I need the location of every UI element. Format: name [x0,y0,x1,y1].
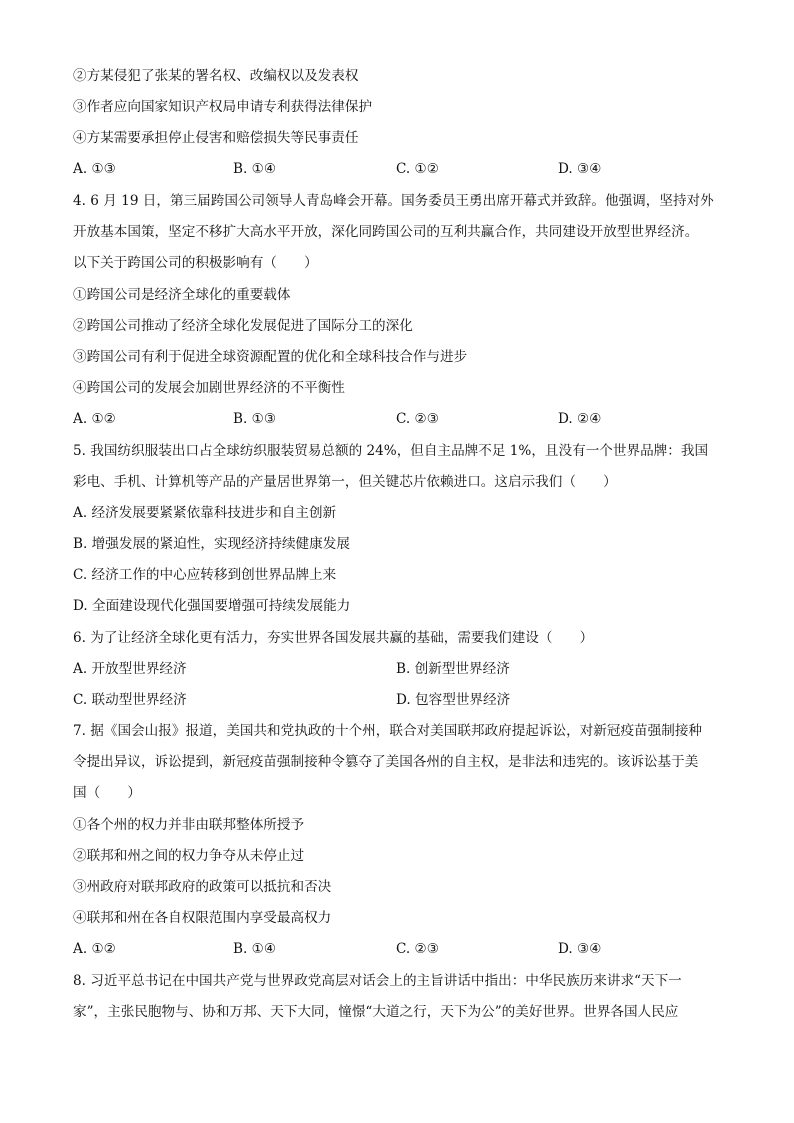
q3-item-2: ②方某侵犯了张某的署名权、改编权以及发表权 [73,68,359,84]
q7-item-2: ②联邦和州之间的权力争夺从未停止过 [73,848,305,864]
q4-item-1: ①跨国公司是经济全球化的重要载体 [73,287,291,303]
q5-option-a: A. 经济发展要紧紧依靠科技进步和自主创新 [73,505,337,521]
q7-item-3: ③州政府对联邦政府的政策可以抵抗和否决 [73,879,332,895]
q6-option-a: A. 开放型世界经济 [73,661,187,677]
q7-stem-line-2: 令提出异议，诉讼提到，新冠疫苗强制接种令篡夺了美国各州的自主权，是非法和违宪的。该诉讼基于美 [73,754,699,770]
q7-item-4: ④联邦和州在各自权限范围内享受最高权力 [73,910,332,926]
q5-stem-line-2: 彩电、手机、计算机等产品的产量居世界第一，但关键芯片依赖进口。这启示我们（ ） [73,474,617,490]
q5-option-d: D. 全面建设现代化强国要增强可持续发展能力 [73,598,351,614]
q4-stem-line-3: 以下关于跨国公司的积极影响有（ ） [73,255,318,271]
q4-option-d: D. ②④ [558,411,602,427]
q7-stem-line-3: 国（ ） [73,785,141,801]
q7-option-b: B. ①④ [233,941,277,957]
q6-option-b: B. 创新型世界经济 [396,661,510,677]
q4-stem-line-2: 开放基本国策，坚定不移扩大高水平开放，深化同跨国公司的互利共赢合作，共同建设开放型世界经济。 [73,224,699,240]
q4-option-c: C. ②③ [396,411,439,427]
q7-item-1: ①各个州的权力并非由联邦整体所授予 [73,817,305,833]
q4-stem-line-1: 4. 6 月 19 日，第三届跨国公司领导人青岛峰会开幕。国务委员王勇出席开幕式并致辞。他强调，坚持对外 [73,193,714,209]
q5-option-c: C. 经济工作的中心应转移到创世界品牌上来 [73,567,337,583]
q7-option-a: A. ①② [73,941,116,957]
q5-option-b: B. 增强发展的紧迫性，实现经济持续健康发展 [73,536,350,552]
q3-item-3: ③作者应向国家知识产权局申请专利获得法律保护 [73,99,373,115]
q4-option-a: A. ①② [73,411,116,427]
q6-stem: 6. 为了让经济全球化更有活力，夯实世界各国发展共赢的基础，需要我们建设（ ） [73,630,594,646]
q4-item-3: ③跨国公司有利于促进全球资源配置的优化和全球科技合作与进步 [73,349,468,365]
q6-option-d: D. 包容型世界经济 [396,692,511,708]
q7-stem-line-1: 7. 据《国会山报》报道，美国共和党执政的十个州，联合对美国联邦政府提起诉讼，对新冠疫苗强制接种 [73,723,703,739]
q6-option-c: C. 联动型世界经济 [73,692,187,708]
q3-item-4: ④方某需要承担停止侵害和赔偿损失等民事责任 [73,130,359,146]
q5-stem-line-1: 5. 我国纺织服装出口占全球纺织服装贸易总额的 24%，但自主品牌不足 1%，且没有一个世界品牌：我国 [73,443,709,459]
q3-option-c: C. ①② [396,161,439,177]
q3-option-d: D. ③④ [558,161,602,177]
q3-option-a: A. ①③ [73,161,116,177]
q4-item-4: ④跨国公司的发展会加剧世界经济的不平衡性 [73,380,345,396]
q4-item-2: ②跨国公司推动了经济全球化发展促进了国际分工的深化 [73,318,413,334]
q8-stem-line-1: 8. 习近平总书记在中国共产党与世界政党高层对话会上的主旨讲话中指出：中华民族历来讲求“天下一 [73,973,682,989]
q7-option-c: C. ②③ [396,941,439,957]
q4-option-b: B. ①③ [233,411,277,427]
q8-stem-line-2: 家”，主张民胞物与、协和万邦、天下大同，憧憬“大道之行，天下为公”的美好世界。世界各国人民应 [73,1004,679,1020]
q3-option-b: B. ①④ [233,161,277,177]
q7-option-d: D. ③④ [558,941,602,957]
